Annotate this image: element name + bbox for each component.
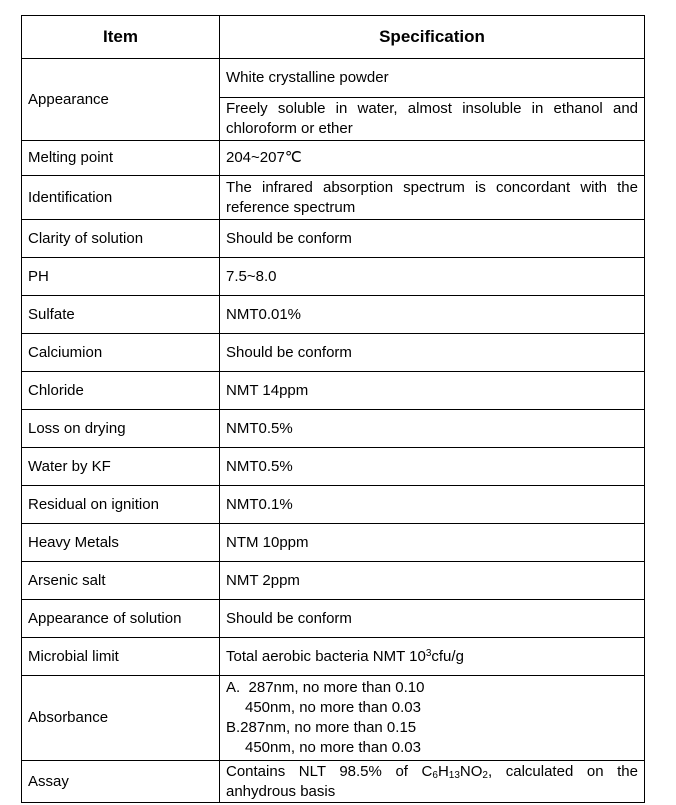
item-appearance-solution: Appearance of solution <box>22 600 220 638</box>
assay-p2: H <box>437 762 449 780</box>
assay-p3: NO <box>459 762 483 780</box>
item-absorbance: Absorbance <box>22 676 220 761</box>
item-assay: Assay <box>22 761 220 803</box>
spec-identification: The infrared absorption spectrum is concordant with the reference spectrum <box>220 176 645 220</box>
spec-calciumion: Should be conform <box>220 334 645 372</box>
spec-loss-on-drying: NMT0.5% <box>220 410 645 448</box>
item-chloride: Chloride <box>22 372 220 410</box>
table-header-row <box>22 16 645 59</box>
spec-arsenic: NMT 2ppm <box>220 562 645 600</box>
table-row <box>22 258 645 296</box>
table-row <box>22 448 645 486</box>
table-row <box>22 59 645 98</box>
header-specification: Specification <box>220 16 645 59</box>
item-sulfate: Sulfate <box>22 296 220 334</box>
spec-heavy-metals: NTM 10ppm <box>220 524 645 562</box>
spec-chloride: NMT 14ppm <box>220 372 645 410</box>
spec-microbial-suffix: cfu/g <box>431 647 464 665</box>
spec-sulfate: NMT0.01% <box>220 296 645 334</box>
table-row <box>22 638 645 676</box>
spec-water-kf: NMT0.5% <box>220 448 645 486</box>
spec-absorbance <box>220 676 645 761</box>
specification-table <box>21 15 645 803</box>
table-row <box>22 372 645 410</box>
spec-residual-ignition: NMT0.1% <box>220 486 645 524</box>
table-row <box>22 296 645 334</box>
table-row <box>22 562 645 600</box>
item-ph: PH <box>22 258 220 296</box>
item-water-kf: Water by KF <box>22 448 220 486</box>
item-residual-ignition: Residual on ignition <box>22 486 220 524</box>
table-row <box>22 176 645 220</box>
table-row <box>22 334 645 372</box>
absorbance-line-a2: 450nm, no more than 0.03 <box>245 699 421 716</box>
absorbance-line-b2: 450nm, no more than 0.03 <box>245 739 421 756</box>
item-clarity: Clarity of solution <box>22 220 220 258</box>
table-row <box>22 524 645 562</box>
item-loss-on-drying: Loss on drying <box>22 410 220 448</box>
absorbance-line-a1: A. 287nm, no more than 0.10 <box>226 679 425 696</box>
item-identification: Identification <box>22 176 220 220</box>
table-row <box>22 220 645 258</box>
table-row <box>22 410 645 448</box>
spec-microbial-exponent: 3 <box>425 647 432 659</box>
spec-appearance-1: White crystalline powder <box>220 59 645 98</box>
assay-s3: 2 <box>482 769 488 781</box>
item-microbial: Microbial limit <box>22 638 220 676</box>
assay-p1: Contains NLT 98.5% of C <box>226 762 433 780</box>
item-calciumion: Calciumion <box>22 334 220 372</box>
table-row <box>22 486 645 524</box>
table-row <box>22 761 645 803</box>
table-row <box>22 676 645 761</box>
item-heavy-metals: Heavy Metals <box>22 524 220 562</box>
absorbance-line-b1: B.287nm, no more than 0.15 <box>226 719 417 736</box>
spec-appearance-solution: Should be conform <box>220 600 645 638</box>
spec-ph: 7.5~8.0 <box>220 258 645 296</box>
spec-appearance-2: Freely soluble in water, almost insoluble in ethanol and chloroform or ether <box>220 98 645 141</box>
item-appearance: Appearance <box>22 59 220 141</box>
item-melting-point: Melting point <box>22 141 220 176</box>
table-row <box>22 600 645 638</box>
spec-microbial <box>220 638 645 676</box>
spec-microbial-prefix: Total aerobic bacteria NMT 10 <box>226 647 426 665</box>
assay-p4: , calculated on the anhydrous basis <box>226 762 638 800</box>
spec-melting-point: 204~207℃ <box>220 141 645 176</box>
assay-s1: 6 <box>432 769 438 781</box>
item-arsenic: Arsenic salt <box>22 562 220 600</box>
spec-assay <box>220 761 645 803</box>
assay-s2: 13 <box>448 769 460 781</box>
header-item: Item <box>22 16 220 59</box>
table-row <box>22 141 645 176</box>
spec-clarity: Should be conform <box>220 220 645 258</box>
